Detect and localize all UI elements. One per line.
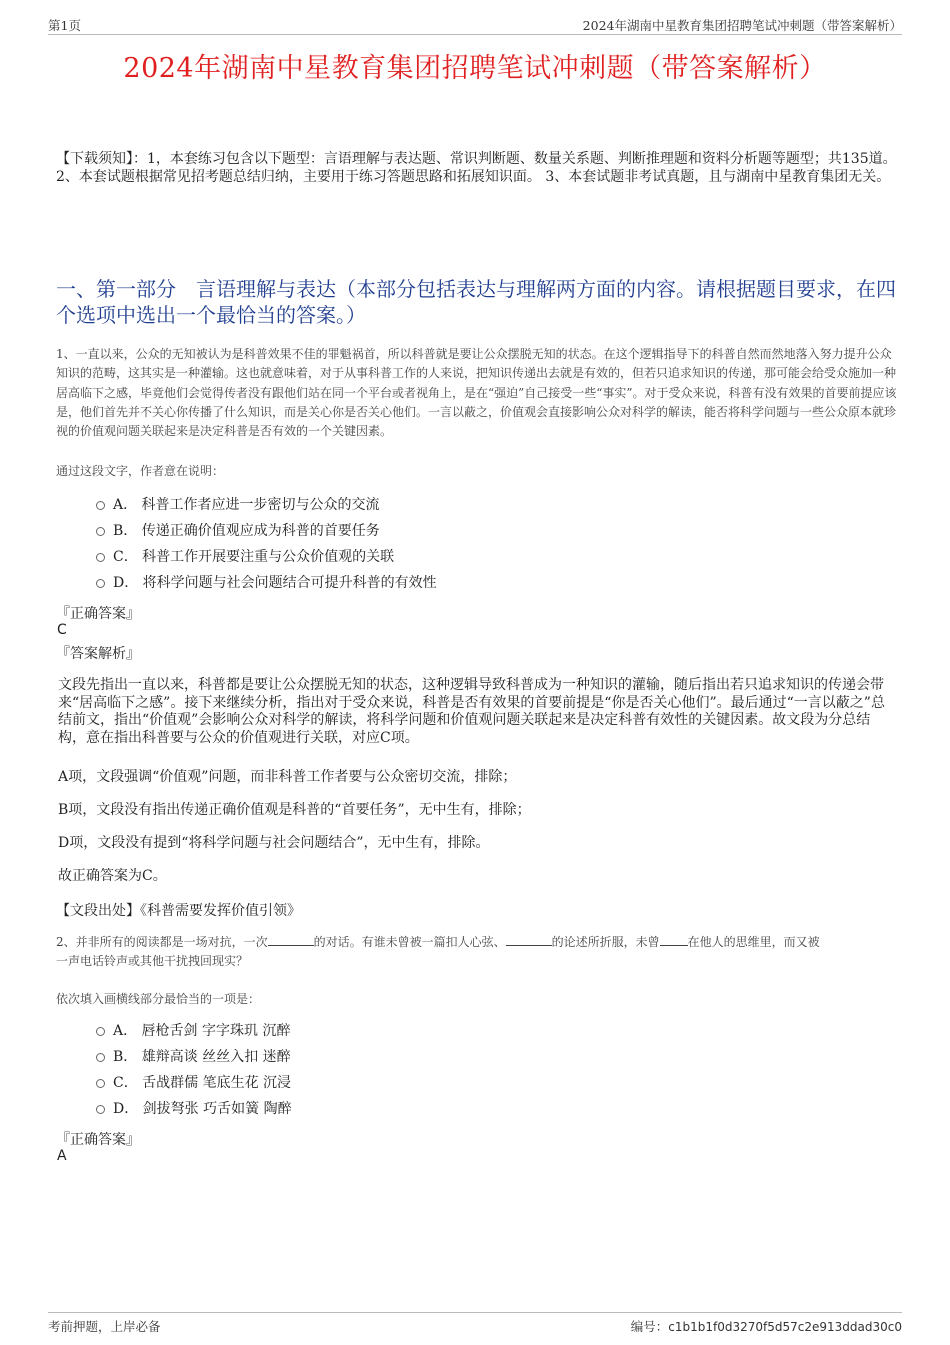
radio-icon[interactable] xyxy=(96,527,105,536)
radio-icon[interactable] xyxy=(96,1053,105,1062)
question-2-text: 2、并非所有的阅读都是一场对抗，一次 的对话。有谁未曾被一篇扣人心弦、 的论述所折服，未曾 在他人的思维里，而又被 一声电话铃声或其他干扰拽回现实？ xyxy=(56,935,820,969)
answer-label: 『正确答案』 xyxy=(56,606,140,622)
option-a[interactable]: A． 科普工作者应进一步密切与公众的交流 xyxy=(96,492,437,518)
answer-value: C xyxy=(57,622,67,638)
analysis-label: 『答案解析』 xyxy=(56,646,140,662)
page-header xyxy=(48,14,902,35)
question-2-options xyxy=(96,1018,292,1122)
question-2-prompt: 依次填入画横线部分最恰当的一项是： xyxy=(56,992,261,1006)
document-code: 编号：c1b1b1f0d3270f5d57c2e913ddad30c0 xyxy=(630,1319,902,1334)
footer-slogan: 考前押题，上岸必备 xyxy=(48,1319,161,1334)
page-footer xyxy=(48,1312,902,1334)
explain-a: A项，文段强调“价值观”问题，而非科普工作者要与公众密切交流，排除； xyxy=(58,769,517,785)
radio-icon[interactable] xyxy=(96,1105,105,1114)
question-1-text: 1、一直以来，公众的无知被认为是科普效果不佳的罪魁祸首，所以科普就是要让公众摆脱无知的状态。在这个逻辑指导下的科普自然而然地落入努力提升公众知识的范畴，这其实是一种灌输。这也就意味着，对于从事科普工作的人来说，把知识传递出去就是有效的，但若只追求知识的传递，那可能会给受众施加一种居高临下之感，毕竟他们会觉得传者没有跟他们站在同一个平台或者视角上，是在“强迫”自己接受一些“事实”。对于受众来说，科普有没有效果的首要前提应该是，他们首先并不关心你传播了什么知识，而是关心你是否关心他们。一言以蔽之，价值观会直接影响公众对科学的解读，能否将科学问题与一些公众原本就珍视的价值观问题关联起来是决定科普是否有效的一个关键因素。 xyxy=(56,347,897,439)
header-doc-title: 2024年湖南中星教育集团招聘笔试冲刺题（带答案解析） xyxy=(582,18,902,33)
analysis-text: 文段先指出一直以来，科普都是要让公众摆脱无知的状态，这种逻辑导致科普成为一种知识的灌输，随后指出若只追求知识的传递会带来“居高临下之感”。接下来继续分析，指出对于受众来说，科普是否有效果的首要前提是“你是否关心他们”。最后通过“一言以蔽之”总结前文，指出“价值观”会影响公众对科学的解读，将科学问题和价值观问题关联起来是决定科普有效性的关键因素。故文段为分总结构，意在指出科普要与公众的价值观进行关联，对应C项。 xyxy=(58,677,885,747)
question-1-options xyxy=(96,492,437,596)
radio-icon[interactable] xyxy=(96,579,105,588)
blank-1 xyxy=(268,933,314,946)
document-title: 2024年湖南中星教育集团招聘笔试冲刺题（带答案解析） xyxy=(123,53,827,84)
conclusion: 故正确答案为C。 xyxy=(58,868,167,884)
question-1-prompt: 通过这段文字，作者意在说明： xyxy=(56,464,225,478)
blank-3 xyxy=(660,933,688,946)
blank-2 xyxy=(506,933,552,946)
explain-d: D项，文段没有提到“将科学问题与社会问题结合”，无中生有，排除。 xyxy=(58,835,490,851)
option-a[interactable]: A． 唇枪舌剑 字字珠玑 沉醉 xyxy=(96,1018,292,1044)
radio-icon[interactable] xyxy=(96,553,105,562)
option-b[interactable]: B． 传递正确价值观应成为科普的首要任务 xyxy=(96,518,437,544)
option-b[interactable]: B． 雄辩高谈 丝丝入扣 迷醉 xyxy=(96,1044,292,1070)
explain-b: B项，文段没有指出传递正确价值观是科普的“首要任务”，无中生有，排除； xyxy=(58,802,531,818)
radio-icon[interactable] xyxy=(96,501,105,510)
download-notice: 【下载须知】：1，本套练习包含以下题型：言语理解与表达题、常识判断题、数量关系题、判断推理题和资料分析题等题型；共135道。 2、本套试题根据常见招考题总结归纳，主要用于练习答题思路和拓展知识面。 3、本套试题非考试真题，且与湖南中星教育集团无关。 xyxy=(56,151,897,185)
page-number: 第1页 xyxy=(48,18,81,33)
option-c[interactable]: C． 舌战群儒 笔底生花 沉浸 xyxy=(96,1070,292,1096)
section-title: 一、第一部分 言语理解与表达（本部分包括表达与理解两方面的内容。请根据题目要求，在四个选项中选出一个最恰当的答案。） xyxy=(56,277,896,327)
answer-value: A xyxy=(57,1148,67,1164)
option-d[interactable]: D． 剑拔弩张 巧舌如簧 陶醉 xyxy=(96,1096,292,1122)
answer-label: 『正确答案』 xyxy=(56,1132,140,1148)
option-d[interactable]: D． 将科学问题与社会问题结合可提升科普的有效性 xyxy=(96,570,437,596)
radio-icon[interactable] xyxy=(96,1027,105,1036)
option-c[interactable]: C． 科普工作开展要注重与公众价值观的关联 xyxy=(96,544,437,570)
source: 【文段出处】《科普需要发挥价值引领》 xyxy=(56,903,301,919)
radio-icon[interactable] xyxy=(96,1079,105,1088)
